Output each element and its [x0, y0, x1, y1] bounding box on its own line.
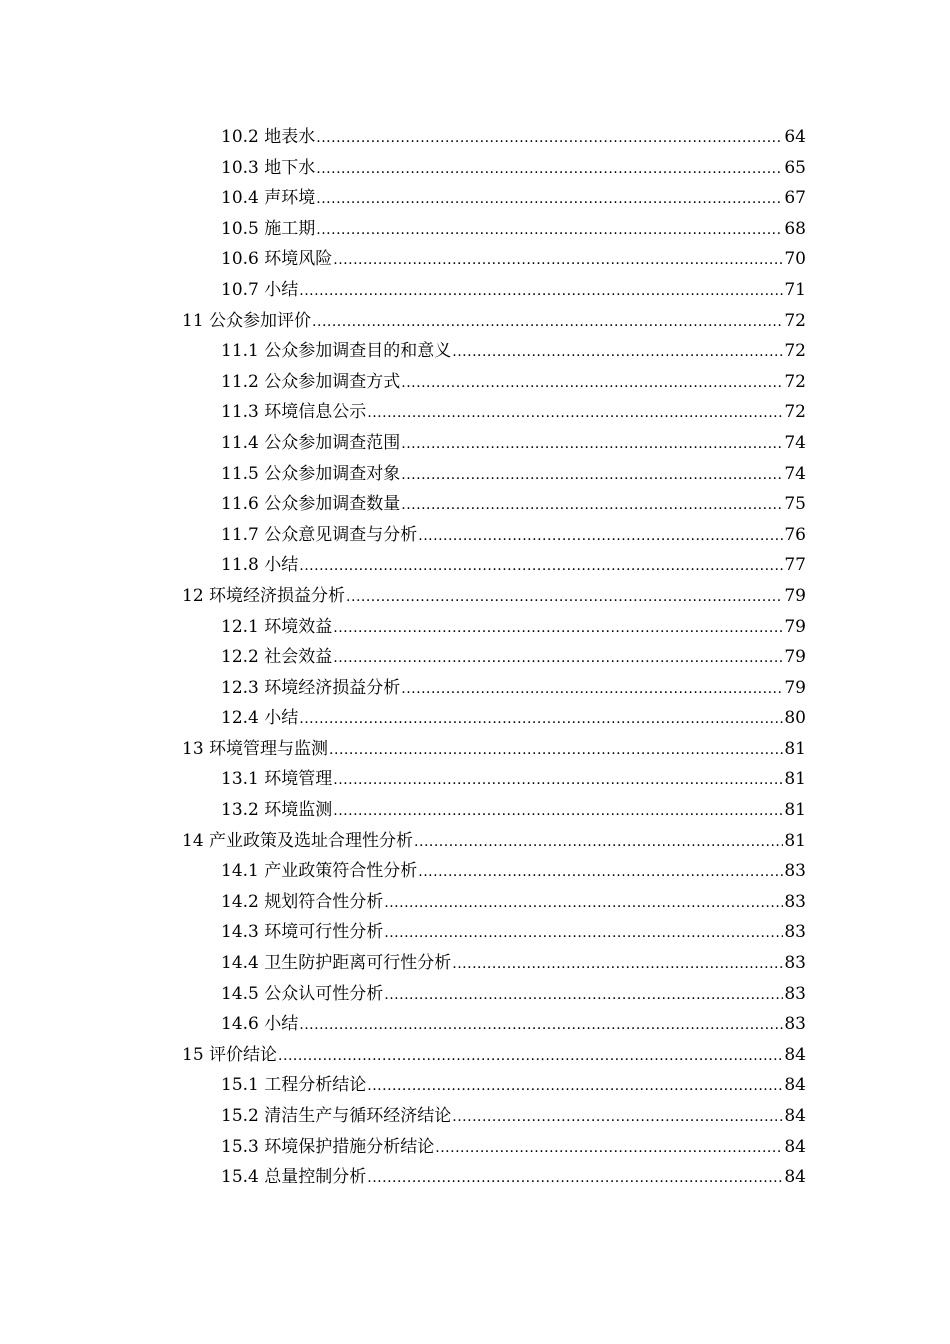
toc-entry-page-number: 68 — [784, 218, 806, 239]
toc-section-entry[interactable] — [0, 1009, 950, 1040]
toc-dot-leader — [367, 398, 783, 429]
toc-entry-title: 14.5 公众认可性分析 — [221, 983, 384, 1004]
toc-entry-page-number: 75 — [784, 494, 806, 515]
toc-entry-title: 12 环境经济损益分析 — [182, 585, 346, 606]
toc-entry-page-number: 81 — [784, 830, 806, 851]
toc-dot-leader — [312, 307, 783, 338]
toc-entry-title: 13.1 环境管理 — [221, 769, 333, 790]
toc-entry-page-number: 72 — [784, 310, 806, 331]
toc-dot-leader — [414, 827, 783, 858]
toc-dot-leader — [418, 857, 783, 888]
toc-dot-leader — [401, 429, 783, 460]
toc-entry-page-number: 84 — [784, 1044, 806, 1065]
toc-entry-title: 11.1 公众参加调查目的和意义 — [221, 341, 452, 362]
toc-section-entry[interactable] — [0, 1070, 950, 1101]
toc-section-entry[interactable] — [0, 550, 950, 581]
toc-entry-title: 12.3 环境经济损益分析 — [221, 677, 401, 698]
toc-entry-title: 11.3 环境信息公示 — [221, 402, 367, 423]
toc-entry-title: 14.6 小结 — [221, 1014, 299, 1035]
toc-entry-title: 11.2 公众参加调查方式 — [221, 371, 401, 392]
toc-entry-title: 11.5 公众参加调查对象 — [221, 463, 401, 484]
toc-chapter-entry[interactable] — [0, 1040, 950, 1071]
toc-dot-leader — [316, 215, 783, 246]
toc-entry-title: 15.1 工程分析结论 — [221, 1075, 367, 1096]
toc-entry-title: 10.6 环境风险 — [221, 249, 333, 270]
toc-entry-page-number: 83 — [784, 953, 806, 974]
toc-dot-leader — [329, 735, 783, 766]
toc-section-entry[interactable] — [0, 244, 950, 275]
toc-entry-title: 11.4 公众参加调查范围 — [221, 432, 401, 453]
toc-dot-leader — [435, 1133, 783, 1164]
toc-section-entry[interactable] — [0, 459, 950, 490]
toc-entry-page-number: 83 — [784, 891, 806, 912]
toc-dot-leader — [418, 521, 783, 552]
toc-section-entry[interactable] — [0, 122, 950, 153]
toc-section-entry[interactable] — [0, 1101, 950, 1132]
toc-dot-leader — [333, 245, 783, 276]
toc-entry-page-number: 79 — [784, 677, 806, 698]
toc-section-entry[interactable] — [0, 612, 950, 643]
toc-section-entry[interactable] — [0, 979, 950, 1010]
toc-entry-page-number: 72 — [784, 341, 806, 362]
toc-entry-page-number: 83 — [784, 861, 806, 882]
toc-dot-leader — [299, 1010, 783, 1041]
toc-section-entry[interactable] — [0, 367, 950, 398]
toc-dot-leader — [367, 1071, 783, 1102]
toc-section-entry[interactable] — [0, 703, 950, 734]
toc-entry-title: 13.2 环境监测 — [221, 800, 333, 821]
toc-section-entry[interactable] — [0, 275, 950, 306]
toc-dot-leader — [299, 276, 783, 307]
toc-entry-title: 11 公众参加评价 — [182, 310, 312, 331]
toc-section-entry[interactable] — [0, 336, 950, 367]
toc-dot-leader — [333, 613, 783, 644]
toc-dot-leader — [316, 154, 783, 185]
toc-section-entry[interactable] — [0, 917, 950, 948]
toc-dot-leader — [401, 460, 783, 491]
toc-section-entry[interactable] — [0, 153, 950, 184]
toc-entry-page-number: 76 — [784, 524, 806, 545]
toc-entry-title: 12.2 社会效益 — [221, 647, 333, 668]
toc-entry-page-number: 74 — [784, 432, 806, 453]
toc-entry-page-number: 72 — [784, 402, 806, 423]
toc-section-entry[interactable] — [0, 183, 950, 214]
toc-section-entry[interactable] — [0, 642, 950, 673]
toc-entry-page-number: 84 — [784, 1106, 806, 1126]
toc-entry-title: 15.3 环境保护措施分析结论 — [221, 1136, 435, 1157]
toc-entry-page-number: 67 — [784, 188, 806, 209]
toc-section-entry[interactable] — [0, 428, 950, 459]
toc-entry-title: 14.3 环境可行性分析 — [221, 922, 384, 943]
toc-entry-title: 11.7 公众意见调查与分析 — [221, 524, 418, 545]
toc-entry-page-number: 79 — [784, 585, 806, 606]
toc-entry-page-number: 84 — [784, 1167, 806, 1188]
toc-entry-page-number: 80 — [784, 708, 806, 729]
toc-entry-page-number: 77 — [784, 555, 806, 576]
toc-dot-leader — [316, 184, 783, 215]
toc-entry-page-number: 81 — [784, 800, 806, 821]
toc-entry-page-number: 83 — [784, 922, 806, 943]
toc-entry-page-number: 81 — [784, 769, 806, 790]
toc-chapter-entry[interactable] — [0, 306, 950, 337]
toc-entry-page-number: 79 — [784, 647, 806, 668]
toc-entry-title: 10.4 声环境 — [221, 188, 316, 209]
toc-entry-title: 12.4 小结 — [221, 708, 299, 729]
toc-entry-title: 15.2 清洁生产与循环经济结论 — [221, 1106, 452, 1126]
toc-section-entry[interactable] — [0, 856, 950, 887]
toc-section-entry[interactable] — [0, 764, 950, 795]
toc-entry-title: 14.4 卫生防护距离可行性分析 — [221, 953, 452, 974]
toc-entry-title: 11.6 公众参加调查数量 — [221, 494, 401, 515]
toc-dot-leader — [278, 1041, 783, 1072]
toc-section-entry[interactable] — [0, 489, 950, 520]
toc-chapter-entry[interactable] — [0, 826, 950, 857]
table-of-contents — [0, 122, 950, 1193]
toc-dot-leader — [333, 643, 783, 674]
toc-entry-title: 15.4 总量控制分析 — [221, 1167, 367, 1188]
toc-section-entry[interactable] — [0, 1132, 950, 1163]
toc-dot-leader — [316, 123, 783, 154]
toc-section-entry[interactable] — [0, 673, 950, 704]
toc-entry-page-number: 72 — [784, 371, 806, 392]
toc-entry-title: 15 评价结论 — [182, 1044, 278, 1065]
toc-entry-title: 14.1 产业政策符合性分析 — [221, 861, 418, 882]
toc-chapter-entry[interactable] — [0, 581, 950, 612]
toc-entry-page-number: 74 — [784, 463, 806, 484]
toc-entry-page-number: 84 — [784, 1136, 806, 1157]
toc-dot-leader — [452, 1102, 783, 1133]
toc-section-entry[interactable] — [0, 1162, 950, 1193]
toc-entry-title: 10.5 施工期 — [221, 218, 316, 239]
toc-entry-page-number: 83 — [784, 983, 806, 1004]
toc-chapter-entry[interactable] — [0, 734, 950, 765]
toc-entry-title: 11.8 小结 — [221, 555, 299, 576]
toc-entry-page-number: 64 — [784, 127, 806, 147]
toc-dot-leader — [346, 582, 783, 613]
toc-entry-title: 10.3 地下水 — [221, 157, 316, 178]
toc-entry-title: 14.2 规划符合性分析 — [221, 891, 384, 912]
toc-entry-page-number: 79 — [784, 616, 806, 637]
toc-entry-page-number: 81 — [784, 738, 806, 759]
toc-dot-leader — [333, 765, 783, 796]
toc-dot-leader — [401, 674, 783, 705]
toc-dot-leader — [384, 888, 783, 919]
toc-entry-page-number: 84 — [784, 1075, 806, 1096]
toc-entry-page-number: 71 — [784, 279, 806, 300]
toc-dot-leader — [367, 1163, 783, 1194]
toc-entry-title: 12.1 环境效益 — [221, 616, 333, 637]
toc-section-entry[interactable] — [0, 214, 950, 245]
toc-entry-title: 10.2 地表水 — [221, 127, 316, 147]
toc-dot-leader — [401, 490, 783, 521]
toc-section-entry[interactable] — [0, 520, 950, 551]
toc-dot-leader — [401, 368, 783, 399]
toc-entry-title: 10.7 小结 — [221, 279, 299, 300]
toc-dot-leader — [384, 918, 783, 949]
toc-section-entry[interactable] — [0, 397, 950, 428]
toc-dot-leader — [299, 704, 783, 735]
toc-entry-title: 14 产业政策及选址合理性分析 — [182, 830, 414, 851]
toc-entry-page-number: 70 — [784, 249, 806, 270]
toc-section-entry[interactable] — [0, 795, 950, 826]
toc-entry-page-number: 65 — [784, 157, 806, 178]
toc-dot-leader — [384, 980, 783, 1011]
toc-dot-leader — [452, 949, 783, 980]
toc-dot-leader — [333, 796, 783, 827]
toc-entry-page-number: 83 — [784, 1014, 806, 1035]
toc-dot-leader — [299, 551, 783, 582]
toc-entry-title: 13 环境管理与监测 — [182, 738, 329, 759]
toc-dot-leader — [452, 337, 783, 368]
toc-section-entry[interactable] — [0, 948, 950, 979]
toc-section-entry[interactable] — [0, 887, 950, 918]
